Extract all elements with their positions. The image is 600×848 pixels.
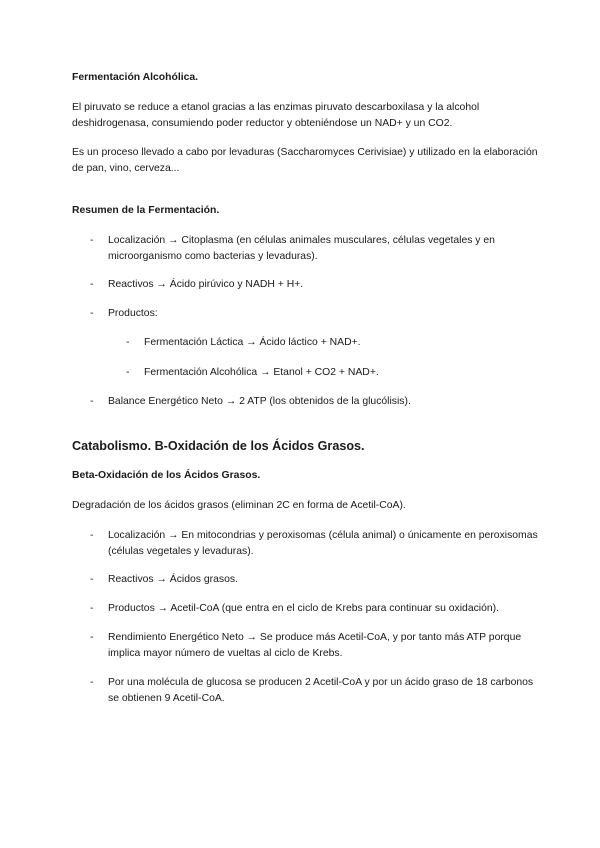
list-item <box>90 675 540 706</box>
list-item <box>90 394 540 410</box>
list-item-text: Localización → En mitocondrias y peroxisomas (célula animal) o únicamente en peroxisomas (células vegetales y levaduras). <box>108 530 538 557</box>
bullet-dash: - <box>90 632 94 643</box>
sub-list-item-text: Fermentación Láctica → Ácido láctico + NAD+. <box>144 337 361 348</box>
bullet-dash: - <box>90 279 94 290</box>
bullet-dash: - <box>126 337 130 348</box>
list-item <box>90 630 540 661</box>
sub-list-item <box>126 365 540 381</box>
list-item <box>90 572 540 588</box>
subheading-beta-oxidacion: Beta-Oxidación de los Ácidos Grasos. <box>72 470 261 481</box>
list-item <box>90 233 540 264</box>
sub-list-item <box>126 335 540 351</box>
bullet-dash: - <box>90 530 94 541</box>
list-item-text: Reactivos → Ácidos grasos. <box>108 574 238 585</box>
list-item-text: Rendimiento Energético Neto → Se produce más Acetil-CoA, y por tanto más ATP porque implica mayor número de vueltas al ciclo de Krebs. <box>108 632 522 659</box>
list-item-text: Localización → Citoplasma (en células animales musculares, células vegetales y en microorganismo como bacterias y levaduras). <box>108 235 495 262</box>
bullet-dash: - <box>90 574 94 585</box>
sub-list-item-text: Fermentación Alcohólica → Etanol + CO2 + NAD+. <box>144 367 379 378</box>
list-item-text: Productos → Acetil-CoA (que entra en el ciclo de Krebs para continuar su oxidación). <box>108 603 500 614</box>
bullet-dash: - <box>90 235 94 246</box>
heading-fermentacion-alcoholica: Fermentación Alcohólica. <box>72 72 199 83</box>
bullet-dash: - <box>90 396 94 407</box>
bullet-dash: - <box>90 603 94 614</box>
list-item <box>90 528 540 559</box>
list-item-text: Por una molécula de glucosa se producen 2 Acetil-CoA y por un ácido graso de 18 carbonos se obtienen 9 Acetil-CoA. <box>108 677 534 704</box>
list-item-text: Productos: <box>108 308 158 319</box>
list-item-text: Balance Energético Neto → 2 ATP (los obtenidos de la glucólisis). <box>108 396 411 407</box>
bullet-dash: - <box>90 308 94 319</box>
bullet-dash: - <box>90 677 94 688</box>
list-item <box>90 306 540 322</box>
list-item-text: Reactivos → Ácido pirúvico y NADH + H+. <box>108 279 304 290</box>
list-item <box>90 277 540 293</box>
paragraph-degradacion: Degradación de los ácidos grasos (eliminan 2C en forma de Acetil-CoA). <box>72 500 406 511</box>
paragraph-levaduras: Es un proceso llevado a cabo por levaduras (Saccharomyces Cerivisiae) y utilizado en la elaboración de pan, vino, cerveza... <box>72 147 538 174</box>
paragraph-piruvato: El piruvato se reduce a etanol gracias a las enzimas piruvato descarboxilasa y la alcohol deshidrogenasa, consumiendo poder reductor y obteniéndose un NAD+ y un CO2. <box>72 102 480 129</box>
list-item <box>90 601 540 617</box>
heading-resumen-fermentacion: Resumen de la Fermentación. <box>72 205 220 216</box>
bullet-dash: - <box>126 367 130 378</box>
section-title-catabolismo: Catabolismo. B-Oxidación de los Ácidos Grasos. <box>72 439 365 453</box>
